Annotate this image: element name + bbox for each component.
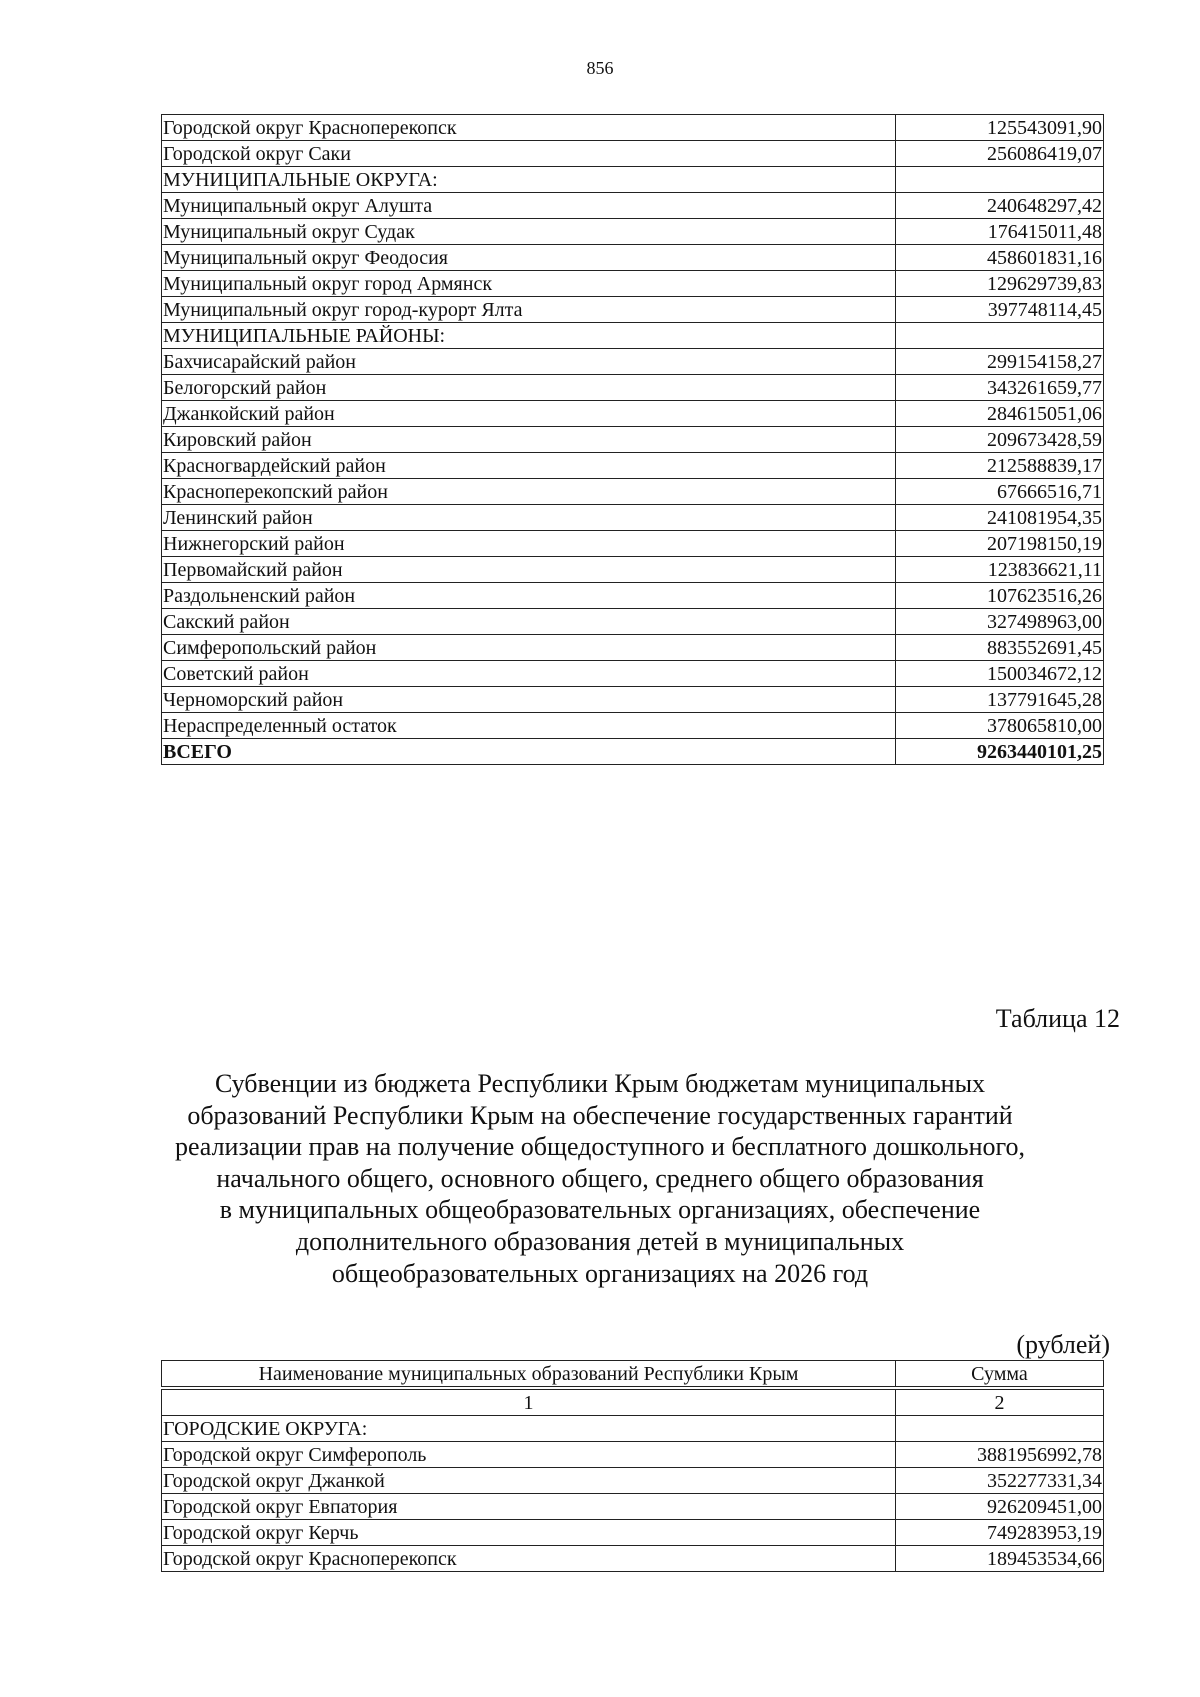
row-name: ГОРОДСКИЕ ОКРУГА: [162,1416,896,1442]
table-row [162,557,1104,583]
row-value: 458601831,16 [896,245,1104,271]
title-line: общеобразовательных организациях на 2026 год [331,1258,869,1288]
table-row [162,1520,1104,1546]
row-value: 107623516,26 [896,583,1104,609]
row-name: Городской округ Евпатория [162,1494,896,1520]
row-name: МУНИЦИПАЛЬНЫЕ ОКРУГА: [162,167,896,193]
row-value: 284615051,06 [896,401,1104,427]
row-name: Черноморский район [162,687,896,713]
header-sum: Сумма [896,1361,1104,1389]
table-row [162,635,1104,661]
row-name: Белогорский район [162,375,896,401]
row-value: 212588839,17 [896,453,1104,479]
units-label: (рублей) [1016,1330,1110,1359]
row-value: 129629739,83 [896,271,1104,297]
table-row [162,167,1104,193]
table-row [162,297,1104,323]
table-row [162,739,1104,765]
column-number-row [162,1388,1104,1416]
row-name: Муниципальный округ Феодосия [162,245,896,271]
row-value: 240648297,42 [896,193,1104,219]
row-value: 883552691,45 [896,635,1104,661]
table-row [162,271,1104,297]
header-row [162,1361,1104,1389]
table-row [162,531,1104,557]
row-value [896,167,1104,193]
row-name: Первомайский район [162,557,896,583]
title-line: начального общего, основного общего, среднего общего образования [216,1163,984,1193]
row-value: 9263440101,25 [896,739,1104,765]
row-name: Кировский район [162,427,896,453]
table-row [162,323,1104,349]
title-line: реализации прав на получение общедоступного и бесплатного дошкольного, [174,1132,1026,1162]
table-row [162,1468,1104,1494]
row-value: 3881956992,78 [896,1442,1104,1468]
row-value: 123836621,11 [896,557,1104,583]
col-number-1: 1 [162,1388,896,1416]
table-row [162,505,1104,531]
row-name: Городской округ Саки [162,141,896,167]
title-line: дополнительного образования детей в муниципальных [295,1226,905,1256]
page-number: 856 [586,58,614,78]
row-name: Нижнегорский район [162,531,896,557]
table-row [162,583,1104,609]
table-row [162,375,1104,401]
row-name: Городской округ Керчь [162,1520,896,1546]
table-row [162,193,1104,219]
row-value: 397748114,45 [896,297,1104,323]
table-row [162,115,1104,141]
row-name: Сакский район [162,609,896,635]
row-value: 176415011,48 [896,219,1104,245]
row-name: Городской округ Красноперекопск [162,115,896,141]
row-name: Раздольненский район [162,583,896,609]
row-value: 749283953,19 [896,1520,1104,1546]
continued-table [161,114,1104,765]
table-label: Таблица 12 [995,1004,1120,1033]
table-row [162,401,1104,427]
table-row [162,661,1104,687]
row-name: Городской округ Джанкой [162,1468,896,1494]
row-value: 207198150,19 [896,531,1104,557]
row-name: Красноперекопский район [162,479,896,505]
row-value: 189453534,66 [896,1546,1104,1572]
table-row [162,453,1104,479]
table-row [162,1546,1104,1572]
row-name: ВСЕГО [162,739,896,765]
header-name: Наименование муниципальных образований Республики Крым [162,1361,896,1389]
row-name: Нераспределенный остаток [162,713,896,739]
title-line: Субвенции из бюджета Республики Крым бюджетам муниципальных [214,1069,986,1098]
row-value: 137791645,28 [896,687,1104,713]
table-row [162,219,1104,245]
table-row [162,349,1104,375]
col-number-2: 2 [896,1388,1104,1416]
title-line: образований Республики Крым на обеспечение государственных гарантий [187,1100,1013,1130]
row-value: 67666516,71 [896,479,1104,505]
table-row [162,713,1104,739]
table-row [162,479,1104,505]
table-row [162,141,1104,167]
row-name: Ленинский район [162,505,896,531]
row-value: 343261659,77 [896,375,1104,401]
row-name: Симферопольский район [162,635,896,661]
row-value: 125543091,90 [896,115,1104,141]
row-name: Муниципальный округ город Армянск [162,271,896,297]
row-value: 209673428,59 [896,427,1104,453]
row-value: 327498963,00 [896,609,1104,635]
row-value [896,1416,1104,1442]
table-row [162,1442,1104,1468]
row-name: Муниципальный округ Алушта [162,193,896,219]
row-value: 241081954,35 [896,505,1104,531]
row-value: 299154158,27 [896,349,1104,375]
row-name: Джанкойский район [162,401,896,427]
row-name: Красногвардейский район [162,453,896,479]
table-12 [161,1360,1104,1572]
table-row [162,245,1104,271]
row-name: Городской округ Симферополь [162,1442,896,1468]
row-value: 926209451,00 [896,1494,1104,1520]
row-name: Советский район [162,661,896,687]
row-name: Муниципальный округ Судак [162,219,896,245]
table-title [100,1068,1100,1289]
table-row [162,427,1104,453]
row-value: 378065810,00 [896,713,1104,739]
row-name: МУНИЦИПАЛЬНЫЕ РАЙОНЫ: [162,323,896,349]
table-row [162,1416,1104,1442]
title-line: в муниципальных общеобразовательных организациях, обеспечение [219,1195,981,1225]
table-row [162,687,1104,713]
row-value: 150034672,12 [896,661,1104,687]
table-row [162,1494,1104,1520]
row-name: Муниципальный округ город-курорт Ялта [162,297,896,323]
row-value [896,323,1104,349]
row-value: 256086419,07 [896,141,1104,167]
table-row [162,609,1104,635]
row-name: Бахчисарайский район [162,349,896,375]
row-name: Городской округ Красноперекопск [162,1546,896,1572]
row-value: 352277331,34 [896,1468,1104,1494]
